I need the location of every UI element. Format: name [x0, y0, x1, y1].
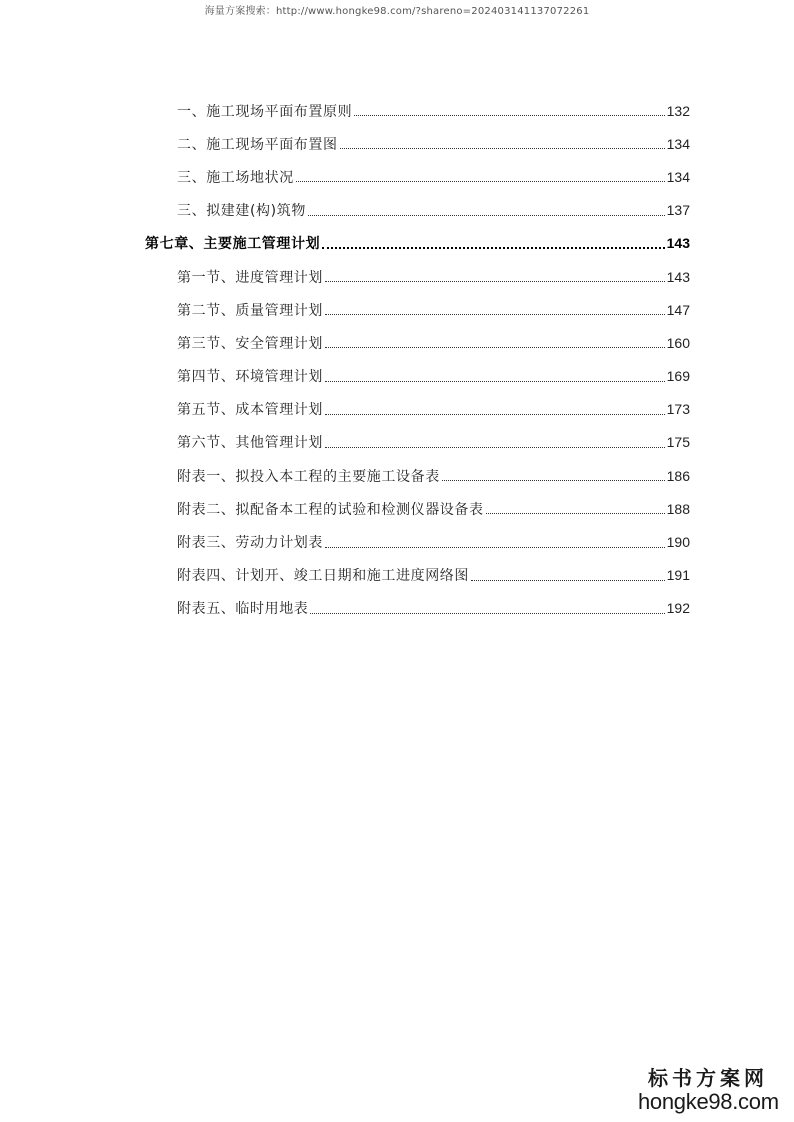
toc-entry[interactable] — [145, 326, 690, 359]
toc-entry-page: 137 — [666, 202, 690, 219]
watermark-brand-chinese: 标书方案网 — [648, 1066, 768, 1090]
site-watermark-logo — [638, 1066, 778, 1114]
toc-entry-page: 160 — [666, 334, 690, 351]
toc-chapter-entry[interactable] — [145, 227, 690, 260]
toc-dot-leader — [442, 480, 665, 481]
toc-entry-title: 附表四、计划开、竣工日期和施工进度网络图 — [177, 568, 469, 585]
toc-entry-page: 186 — [666, 467, 690, 484]
toc-entry-title: 二、施工现场平面布置图 — [177, 136, 338, 153]
toc-entry[interactable] — [145, 194, 690, 227]
toc-entry-page: 190 — [666, 534, 690, 551]
toc-entry[interactable] — [145, 393, 690, 426]
toc-dot-leader — [471, 580, 665, 581]
toc-dot-leader — [340, 148, 665, 149]
toc-entry[interactable] — [145, 260, 690, 293]
toc-entry-page: 188 — [666, 500, 690, 517]
toc-entry[interactable] — [145, 492, 690, 525]
toc-dot-leader — [325, 314, 665, 315]
toc-entry-title: 第六节、其他管理计划 — [177, 435, 323, 452]
toc-entry-page: 169 — [666, 368, 690, 385]
toc-entry[interactable] — [145, 160, 690, 193]
toc-dot-leader — [354, 115, 664, 116]
toc-entry-title: 附表一、拟投入本工程的主要施工设备表 — [177, 468, 440, 485]
toc-entry-title: 第三节、安全管理计划 — [177, 335, 323, 352]
toc-entry-page: 147 — [666, 301, 690, 318]
toc-dot-leader — [486, 513, 665, 514]
toc-entry-title: 第四节、环境管理计划 — [177, 369, 323, 386]
toc-dot-leader — [325, 347, 665, 348]
toc-dot-leader — [296, 181, 665, 182]
toc-dot-leader — [310, 613, 664, 614]
toc-entry-title: 三、拟建建(构)筑物 — [177, 203, 306, 220]
toc-entry[interactable] — [145, 426, 690, 459]
toc-entry-page: 191 — [666, 567, 690, 584]
toc-entry-title: 附表二、拟配备本工程的试验和检测仪器设备表 — [177, 501, 484, 518]
toc-dot-leader — [325, 281, 665, 282]
toc-entry[interactable] — [145, 293, 690, 326]
toc-entry-title: 附表五、临时用地表 — [177, 601, 309, 618]
toc-entry-page: 192 — [666, 600, 690, 617]
toc-dot-leader — [325, 447, 665, 448]
toc-entry-page: 175 — [666, 434, 690, 451]
toc-entry[interactable] — [145, 592, 690, 625]
toc-entry-title: 附表三、劳动力计划表 — [177, 535, 323, 552]
toc-entry-page: 134 — [666, 168, 690, 185]
toc-entry-page: 173 — [666, 401, 690, 418]
toc-entry[interactable] — [145, 360, 690, 393]
toc-entry-title: 第一节、进度管理计划 — [177, 269, 323, 286]
toc-entry-title: 第七章、主要施工管理计划 — [145, 236, 321, 253]
table-of-contents — [145, 94, 690, 625]
toc-entry[interactable] — [145, 459, 690, 492]
toc-dot-leader — [325, 414, 665, 415]
toc-entry[interactable] — [145, 127, 690, 160]
watermark-brand-url: hongke98.com — [638, 1089, 779, 1114]
toc-entry-title: 一、施工现场平面布置原则 — [177, 103, 353, 120]
toc-dot-leader — [325, 381, 665, 382]
toc-entry[interactable] — [145, 559, 690, 592]
toc-dot-leader — [322, 247, 664, 249]
toc-entry-title: 第二节、质量管理计划 — [177, 302, 323, 319]
toc-entry[interactable] — [145, 94, 690, 127]
toc-entry-title: 第五节、成本管理计划 — [177, 402, 323, 419]
page-header-source-link: 海量方案搜索：http://www.hongke98.com/?shareno=2024031411370722​61 — [204, 6, 590, 17]
toc-entry-page: 134 — [666, 135, 690, 152]
toc-entry-title: 三、施工场地状况 — [177, 169, 294, 186]
toc-entry[interactable] — [145, 525, 690, 558]
toc-entry-page: 143 — [666, 268, 690, 285]
toc-entry-page: 143 — [666, 235, 690, 252]
toc-entry-page: 132 — [666, 102, 690, 119]
toc-dot-leader — [325, 547, 665, 548]
toc-dot-leader — [308, 215, 665, 216]
